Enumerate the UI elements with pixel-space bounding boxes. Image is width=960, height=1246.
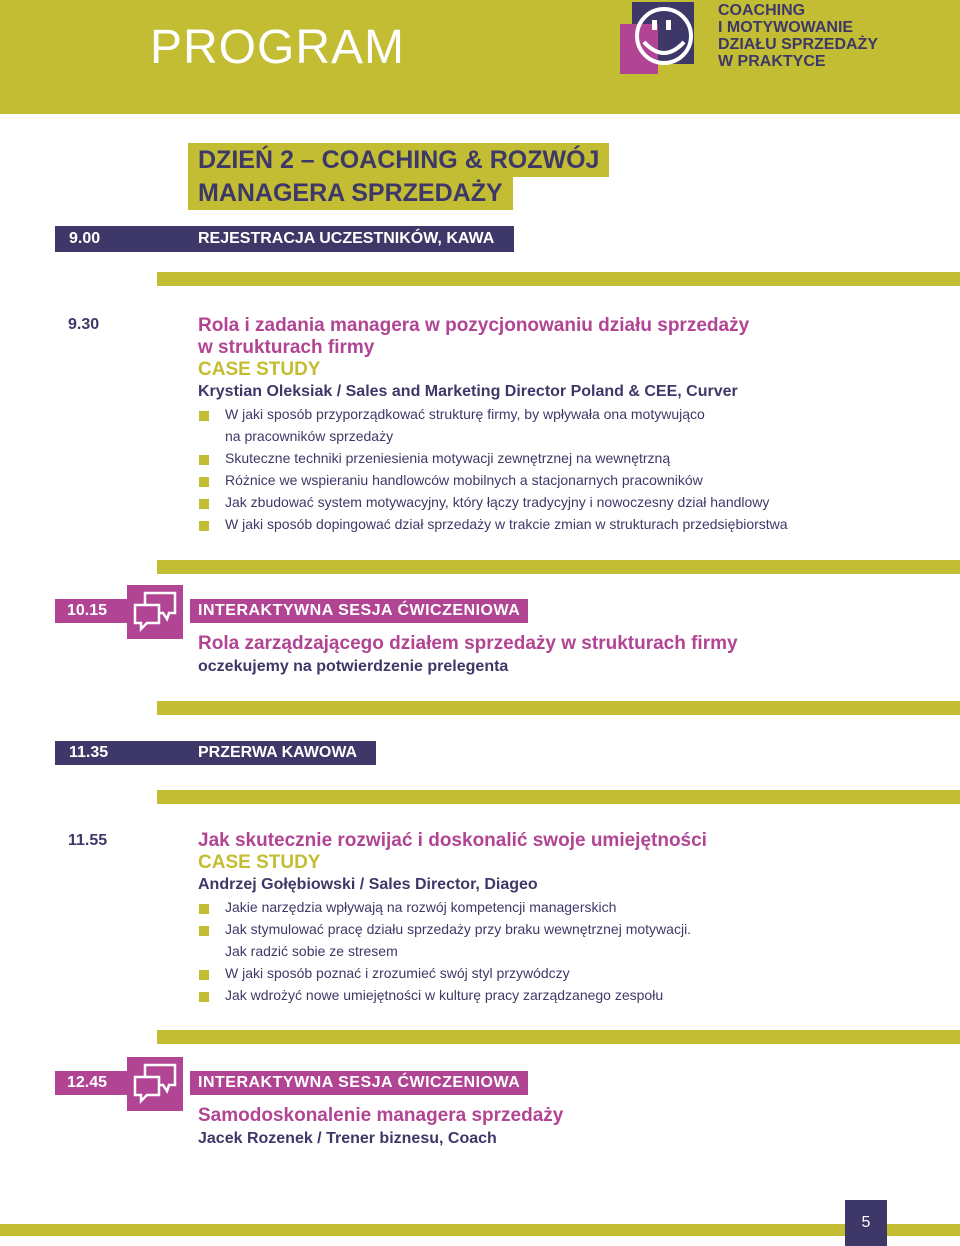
session4-label: INTERAKTYWNA SESJA ĆWICZENIOWA [190,1071,528,1095]
session4-time-bar [55,1071,137,1095]
chat-bubbles-icon [127,1057,183,1111]
session1-block [198,315,788,535]
session2-speaker: oczekujemy na potwierdzenie prelegenta [198,658,509,675]
separator-bar [157,701,960,715]
bullet-square-icon [199,477,209,487]
day-title-line2: MANAGERA SPRZEDAŻY [188,176,513,210]
session1-time: 9.30 [68,316,100,333]
bullet-square-icon [199,926,209,936]
session3-case-study: CASE STUDY [198,852,321,873]
session2-label: INTERAKTYWNA SESJA ĆWICZENIOWA [190,599,528,623]
registration-bar [55,226,514,252]
page-title: PROGRAM [150,21,406,74]
list-item-continuation: na pracowników sprzedaży [225,428,394,444]
session4-title: Samodoskonalenie managera sprzedaży [198,1105,564,1126]
footer-bar [0,1224,960,1236]
session3-time: 11.55 [68,832,108,849]
session1-title-cont: w strukturach firmy [198,337,375,358]
bullet-square-icon [199,992,209,1002]
session1-bullets [198,403,788,535]
session3-speaker: Andrzej Gołębiowski / Sales Director, Diageo [198,876,538,893]
logo-line: COACHING [718,2,806,19]
session1-title: Rola i zadania managera w pozycjonowaniu działu sprzedaży [198,315,750,336]
chat-bubbles-icon [127,585,183,639]
separator-bar [157,790,960,804]
bullet-square-icon [199,521,209,531]
separator-bar [157,560,960,574]
break-bar [55,741,376,765]
session3-title: Jak skutecznie rozwijać i doskonalić swoje umiejętności [198,830,707,851]
list-item-continuation: Jak radzić sobie ze stresem [225,943,398,959]
session2-time-bar [55,599,137,623]
bullet-square-icon [199,499,209,509]
bullet-square-icon [199,904,209,914]
list-item: Jak wdrożyć nowe umiejętności w kulturę pracy zarządzanego zespołu [198,984,707,1006]
bullet-square-icon [199,455,209,465]
logo-line: DZIAŁU SPRZEDAŻY [718,36,878,53]
page-number: 5 [845,1200,887,1246]
separator-bar [157,272,960,286]
list-item: Skuteczne techniki przeniesienia motywacji zewnętrznej na wewnętrzną [198,447,788,469]
registration-label: REJESTRACJA UCZESTNIKÓW, KAWA [198,230,495,247]
bullet-square-icon [199,970,209,980]
bullet-square-icon [199,411,209,421]
registration-time: 9.00 [69,230,101,247]
list-item: Jakie narzędzia wpływają na rozwój kompetencji managerskich [198,896,707,918]
list-item: Jak stymulować pracę działu sprzedaży przy braku wewnętrznej motywacji. [198,918,707,940]
session4-time: 12.45 [67,1074,108,1091]
logo-wordmark [718,2,878,70]
list-item: Różnice we wspieraniu handlowców mobilnych a stacjonarnych pracowników [198,469,788,491]
session4-speaker: Jacek Rozenek / Trener biznesu, Coach [198,1130,497,1147]
break-label: PRZERWA KAWOWA [198,744,358,761]
session1-case-study: CASE STUDY [198,359,321,380]
day-title-line1: DZIEŃ 2 – COACHING & ROZWÓJ [188,143,609,177]
session3-bullets [198,896,707,1006]
break-time: 11.35 [69,744,109,761]
session3-block [198,830,707,1006]
list-item: W jaki sposób dopingować dział sprzedaży w trakcie zmian w strukturach przedsiębiorstwa [198,513,788,535]
logo-line: W PRAKTYCE [718,53,826,70]
list-item: Jak zbudować system motywacyjny, który łączy tradycyjny i nowoczesny dział handlowy [198,491,788,513]
smiley-logo-icon [620,2,698,76]
separator-bar [157,1030,960,1044]
logo-line: I MOTYWOWANIE [718,19,854,36]
session1-speaker: Krystian Oleksiak / Sales and Marketing Director Poland & CEE, Curver [198,383,738,400]
session2-title: Rola zarządzającego działem sprzedaży w strukturach firmy [198,633,738,654]
session2-time: 10.15 [67,602,108,619]
list-item: W jaki sposób poznać i zrozumieć swój styl przywódczy [198,962,707,984]
list-item: W jaki sposób przyporządkować strukturę firmy, by wpływała ona motywująco [198,403,788,425]
